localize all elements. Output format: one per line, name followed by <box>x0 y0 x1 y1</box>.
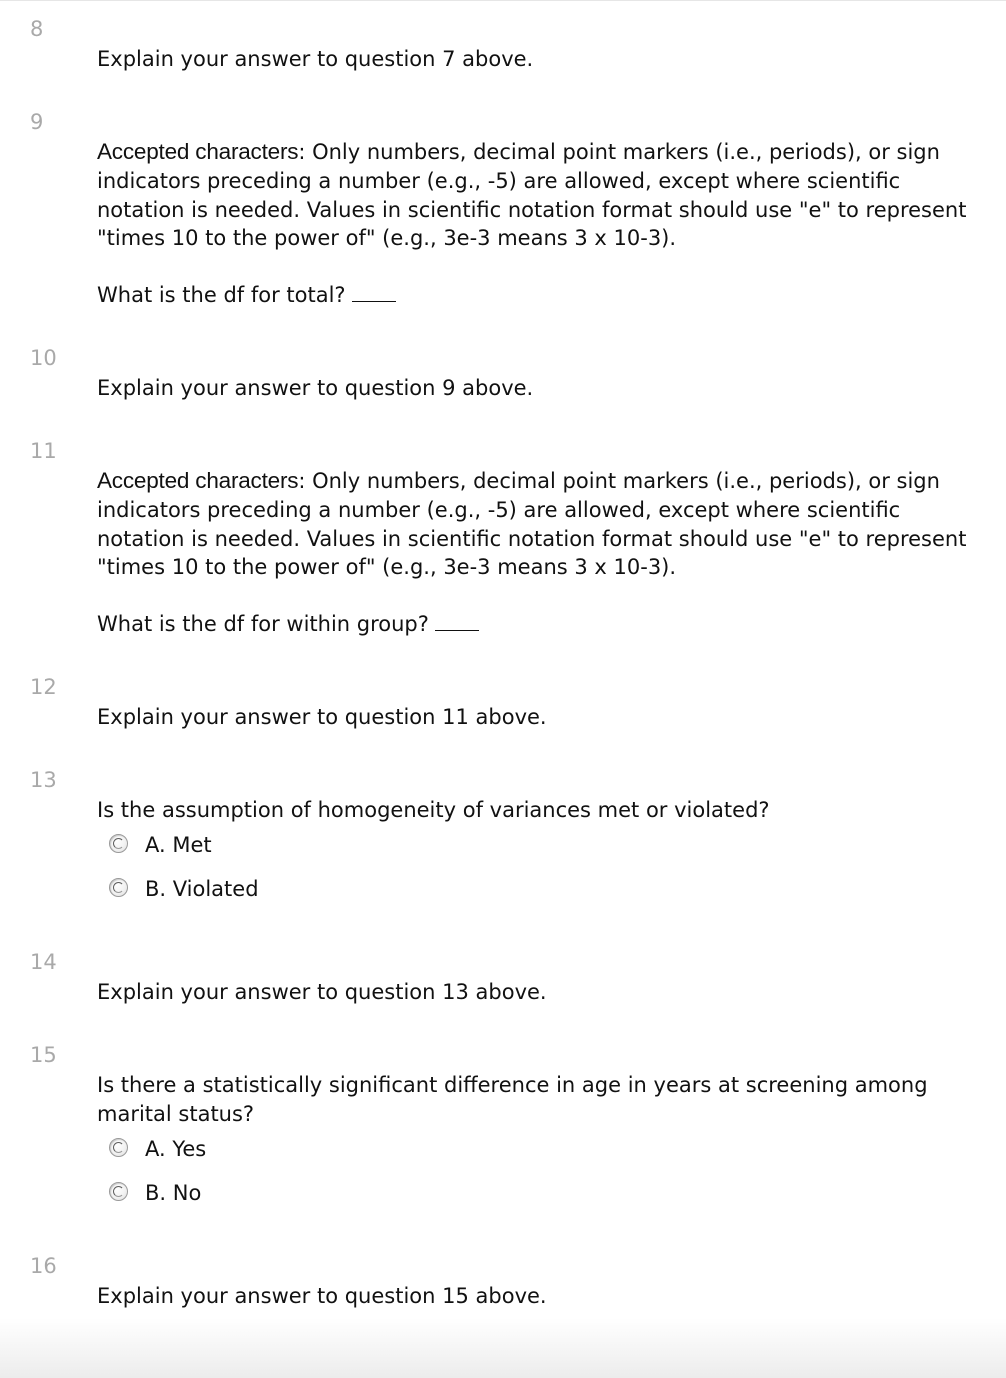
question-number: 8 <box>30 17 44 41</box>
question-text: Explain your answer to question 13 above. <box>97 980 547 1004</box>
question-prompt <box>97 281 982 310</box>
option-label: B. Violated <box>145 876 259 901</box>
question-body <box>97 1071 982 1223</box>
radio-button[interactable] <box>109 1182 128 1201</box>
question-text: Explain your answer to question 11 above. <box>97 705 547 729</box>
question-number: 9 <box>30 110 44 134</box>
option-met[interactable] <box>97 831 982 875</box>
answer-blank[interactable] <box>352 283 396 302</box>
accepted-characters-note <box>97 138 982 253</box>
question-number: 16 <box>30 1254 57 1278</box>
question-text: Is the assumption of homogeneity of variances met or violated? <box>97 798 770 822</box>
question-body <box>97 45 982 74</box>
accepted-characters-text: : Only numbers, decimal point markers (i.e., periods), or sign indicators preceding a number (e.g., -5) are allowed, except where scientific notation is needed. Values in scientific notation format should use "e" to represent "times 10 to the power of" (e.g., 3e-3 means 3 x 10-3). <box>97 140 967 251</box>
question-text: Explain your answer to question 9 above. <box>97 376 534 400</box>
question-prompt <box>97 610 982 639</box>
question-body <box>97 138 982 310</box>
question-body <box>97 467 982 639</box>
option-label: A. Yes <box>145 1136 207 1161</box>
question-number: 15 <box>30 1043 57 1067</box>
radio-button[interactable] <box>109 1138 128 1157</box>
option-yes[interactable] <box>97 1135 982 1179</box>
question-body <box>97 1282 982 1311</box>
accepted-characters-note <box>97 467 982 582</box>
answer-blank[interactable] <box>435 612 479 631</box>
accepted-characters-label: Accepted characters <box>97 139 299 164</box>
radio-button[interactable] <box>109 878 128 897</box>
prompt-text: What is the df for within group? <box>97 612 429 637</box>
question-number: 11 <box>30 439 57 463</box>
prompt-text: What is the df for total? <box>97 283 346 308</box>
question-text: Explain your answer to question 7 above. <box>97 47 534 71</box>
question-number: 12 <box>30 675 57 699</box>
accepted-characters-text: : Only numbers, decimal point markers (i.e., periods), or sign indicators preceding a number (e.g., -5) are allowed, except where scientific notation is needed. Values in scientific notation format should use "e" to represent "times 10 to the power of" (e.g., 3e-3 means 3 x 10-3). <box>97 469 967 580</box>
bottom-shadow <box>0 1318 1006 1378</box>
option-violated[interactable] <box>97 875 982 919</box>
option-label: A. Met <box>145 832 212 857</box>
option-label: B. No <box>145 1180 202 1205</box>
question-number: 10 <box>30 346 57 370</box>
top-divider <box>0 0 1006 1</box>
question-number: 14 <box>30 950 57 974</box>
question-text: Is there a statistically significant difference in age in years at screening among marital status? <box>97 1073 928 1126</box>
question-body <box>97 978 982 1007</box>
option-no[interactable] <box>97 1179 982 1223</box>
question-text: Explain your answer to question 15 above. <box>97 1284 547 1308</box>
question-number: 13 <box>30 768 57 792</box>
question-body <box>97 796 982 919</box>
accepted-characters-label: Accepted characters <box>97 468 299 493</box>
question-body <box>97 374 982 403</box>
question-body <box>97 703 982 732</box>
radio-button[interactable] <box>109 834 128 853</box>
